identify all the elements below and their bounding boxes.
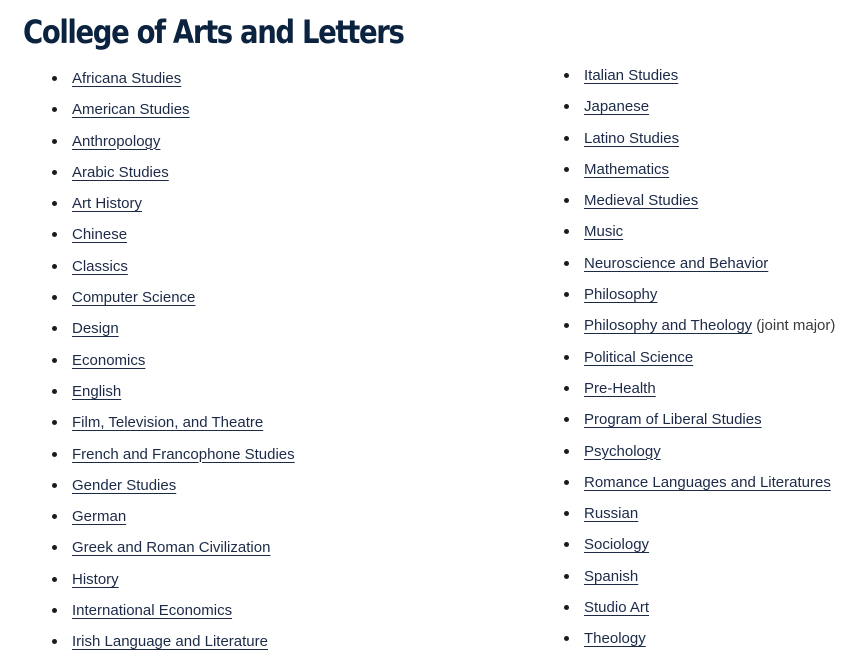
program-link-classics[interactable]: Classics bbox=[72, 257, 128, 275]
program-link-philosophy[interactable]: Philosophy bbox=[584, 286, 658, 304]
list-item bbox=[72, 345, 295, 376]
program-link-economics[interactable]: Economics bbox=[72, 351, 146, 369]
list-item bbox=[72, 376, 295, 407]
program-link-political-science[interactable]: Political Science bbox=[584, 348, 694, 366]
list-item bbox=[72, 439, 295, 470]
program-link-design[interactable]: Design bbox=[72, 320, 119, 338]
program-link-international-economics[interactable]: International Economics bbox=[72, 602, 233, 620]
program-link-theology[interactable]: Theology bbox=[584, 630, 646, 648]
program-link-film-television-theatre[interactable]: Film, Television, and Theatre bbox=[72, 414, 264, 432]
program-link-medieval-studies[interactable]: Medieval Studies bbox=[584, 192, 699, 210]
list-item bbox=[72, 470, 295, 501]
list-item bbox=[584, 529, 835, 560]
list-item bbox=[584, 310, 835, 341]
list-item bbox=[584, 185, 835, 216]
page-title: College of Arts and Letters bbox=[23, 13, 404, 51]
list-item bbox=[72, 188, 295, 219]
program-link-anthropology[interactable]: Anthropology bbox=[72, 132, 161, 150]
program-link-sociology[interactable]: Sociology bbox=[584, 536, 650, 554]
list-item bbox=[584, 498, 835, 529]
program-link-japanese[interactable]: Japanese bbox=[584, 98, 650, 116]
list-item bbox=[584, 436, 835, 467]
program-link-liberal-studies[interactable]: Program of Liberal Studies bbox=[584, 411, 762, 429]
program-list-left bbox=[72, 63, 295, 658]
program-link-russian[interactable]: Russian bbox=[584, 505, 639, 523]
program-link-gender-studies[interactable]: Gender Studies bbox=[72, 476, 177, 494]
program-link-french-francophone-studies[interactable]: French and Francophone Studies bbox=[72, 445, 295, 463]
program-link-spanish[interactable]: Spanish bbox=[584, 567, 639, 585]
program-link-english[interactable]: English bbox=[72, 382, 122, 400]
list-item bbox=[584, 154, 835, 185]
program-link-music[interactable]: Music bbox=[584, 223, 624, 241]
list-item bbox=[72, 63, 295, 94]
list-item bbox=[584, 404, 835, 435]
list-item bbox=[72, 532, 295, 563]
list-item bbox=[72, 251, 295, 282]
list-item bbox=[72, 219, 295, 250]
program-link-art-history[interactable]: Art History bbox=[72, 195, 143, 213]
program-list-right bbox=[584, 60, 835, 655]
list-item bbox=[72, 126, 295, 157]
list-item bbox=[584, 60, 835, 91]
program-link-american-studies[interactable]: American Studies bbox=[72, 101, 190, 119]
program-link-greek-roman-civilization[interactable]: Greek and Roman Civilization bbox=[72, 539, 271, 557]
program-link-psychology[interactable]: Psychology bbox=[584, 442, 661, 460]
list-item bbox=[584, 467, 835, 498]
program-link-computer-science[interactable]: Computer Science bbox=[72, 289, 196, 307]
list-item bbox=[584, 216, 835, 247]
list-item bbox=[584, 248, 835, 279]
program-link-romance-languages[interactable]: Romance Languages and Literatures bbox=[584, 473, 831, 491]
program-link-africana-studies[interactable]: Africana Studies bbox=[72, 70, 182, 87]
list-item bbox=[584, 561, 835, 592]
program-link-philosophy-theology[interactable]: Philosophy and Theology bbox=[584, 317, 753, 335]
list-item bbox=[72, 157, 295, 188]
list-item bbox=[72, 94, 295, 125]
program-link-italian-studies[interactable]: Italian Studies bbox=[584, 67, 679, 84]
list-item bbox=[72, 626, 295, 657]
list-item bbox=[72, 282, 295, 313]
list-item bbox=[584, 373, 835, 404]
list-item bbox=[584, 623, 835, 654]
list-item bbox=[72, 313, 295, 344]
program-link-pre-health[interactable]: Pre-Health bbox=[584, 379, 656, 397]
list-item bbox=[72, 564, 295, 595]
list-item bbox=[584, 342, 835, 373]
program-link-irish-language-literature[interactable]: Irish Language and Literature bbox=[72, 633, 268, 651]
program-link-studio-art[interactable]: Studio Art bbox=[584, 599, 650, 617]
program-link-mathematics[interactable]: Mathematics bbox=[584, 160, 670, 178]
list-item bbox=[72, 407, 295, 438]
program-link-arabic-studies[interactable]: Arabic Studies bbox=[72, 163, 169, 181]
list-item bbox=[72, 501, 295, 532]
joint-major-note: (joint major) bbox=[756, 317, 836, 335]
list-item bbox=[584, 123, 835, 154]
list-item bbox=[584, 592, 835, 623]
program-link-history[interactable]: History bbox=[72, 570, 119, 588]
list-item bbox=[584, 91, 835, 122]
program-link-neuroscience-behavior[interactable]: Neuroscience and Behavior bbox=[584, 254, 769, 272]
program-link-german[interactable]: German bbox=[72, 508, 127, 526]
program-link-latino-studies[interactable]: Latino Studies bbox=[584, 129, 680, 147]
program-link-chinese[interactable]: Chinese bbox=[72, 226, 128, 244]
list-item bbox=[72, 595, 295, 626]
list-item bbox=[584, 279, 835, 310]
